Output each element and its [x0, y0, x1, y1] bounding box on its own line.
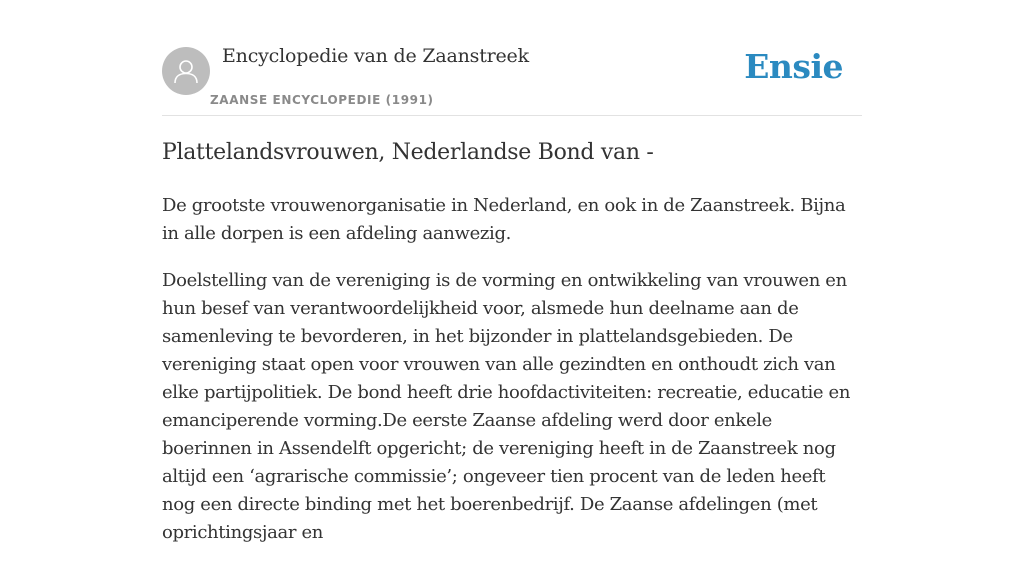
source-subtitle: ZAANSE ENCYCLOPEDIE (1991) — [210, 93, 434, 107]
article-container — [162, 0, 862, 543]
article-paragraph: De grootste vrouwenorganisatie in Nederland, en ook in de Zaanstreek. Bijna in alle dorpen is een afdeling aanwezig. — [162, 195, 846, 244]
user-icon — [171, 56, 201, 86]
source-header — [162, 0, 862, 116]
avatar[interactable] — [162, 47, 210, 95]
article-body — [162, 192, 862, 566]
ensie-logo[interactable]: Ensie — [744, 47, 843, 86]
article-title: Plattelandsvrouwen, Nederlandse Bond van - — [162, 140, 654, 165]
source-title-link[interactable]: Encyclopedie van de Zaanstreek — [222, 45, 529, 67]
article-paragraph: Doelstelling van de vereniging is de vorming en ontwikkeling van vrouwen en hun besef van verantwoordelijkheid voor, alsmede hun deelname aan de samenleving te bevorderen, in het bijzonder in plattelandsgebieden. De vereniging staat open voor vrouwen van alle gezindten en onthoudt zich van elke partijpolitiek. De bond heeft drie hoofdactiviteiten: recreatie, educatie en emanciperende vorming.De eerste Zaanse afdeling werd door enkele boerinnen in Assendelft opgericht; de vereniging heeft in de Zaanstreek nog altijd een ‘agrarische commissie’; ongeveer tien procent van de leden heeft nog een directe binding met het boerenbedrijf. De Zaanse afdelingen (met oprichtingsjaar en — [162, 270, 851, 543]
